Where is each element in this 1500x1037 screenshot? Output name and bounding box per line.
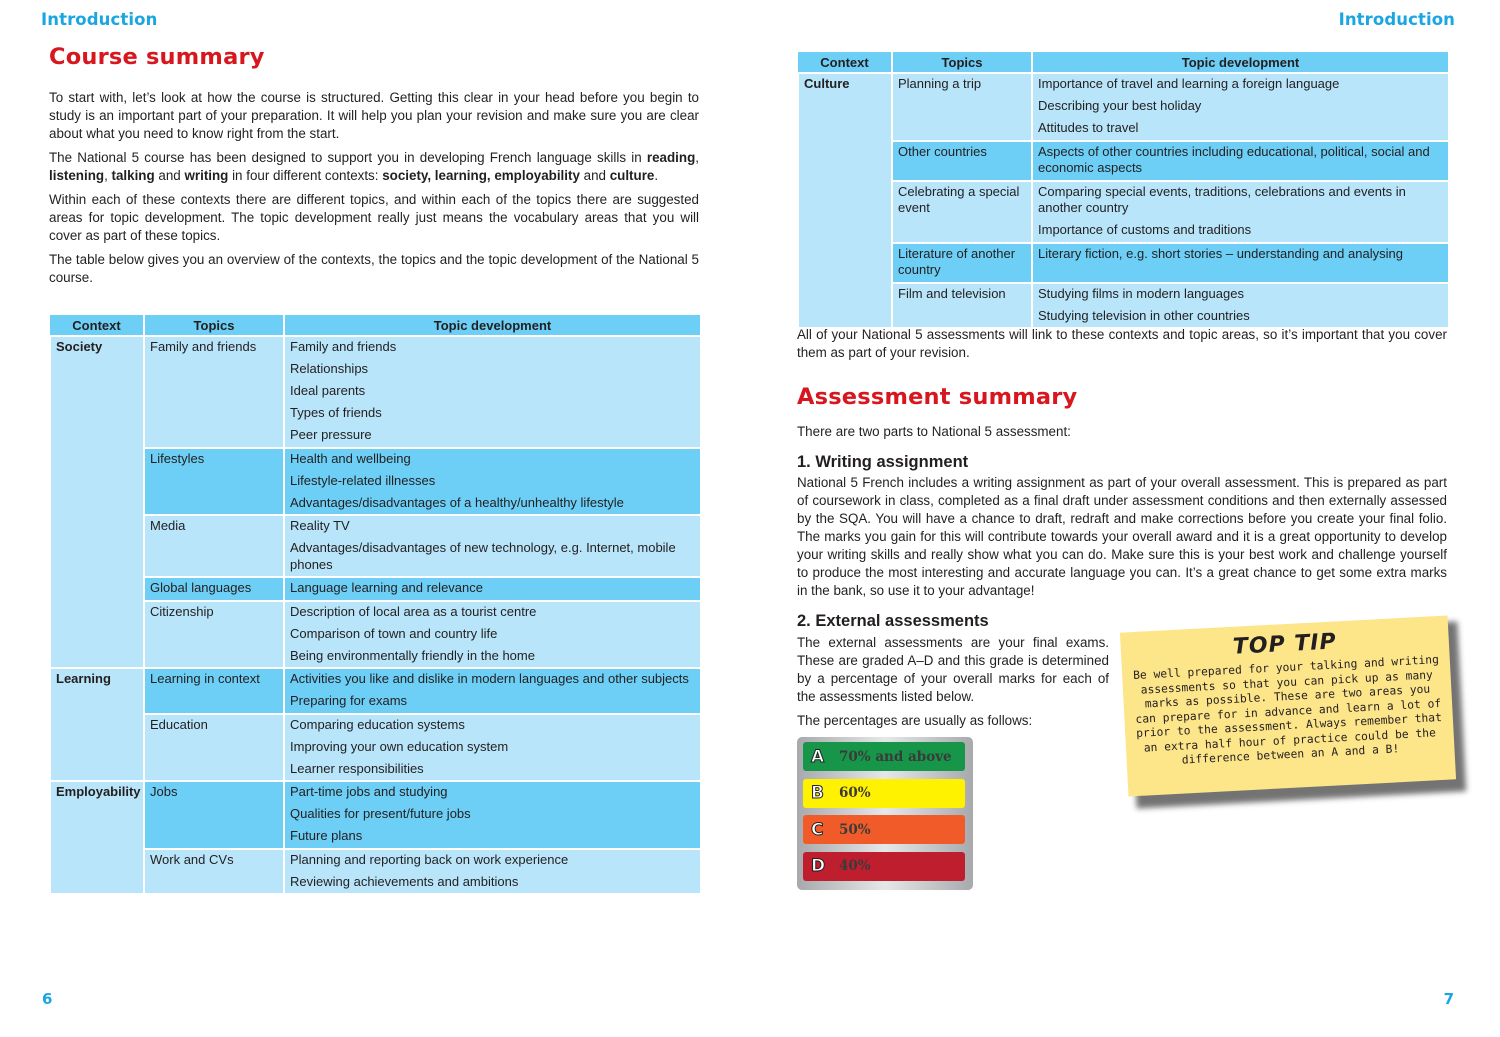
page-title: Course summary [49, 44, 265, 70]
context-cell: Learning [50, 668, 144, 781]
paragraph: To start with, let’s look at how the course is structured. Getting this clear in your head before you begin to study is an important part of your preparation. It will help you plan your revision and make sure you are clear about what you need to know right from the start. [49, 90, 699, 141]
grade-letter: B [811, 783, 824, 803]
development-cell: Activities you like and dislike in modern languages and other subjects Preparing for exams [284, 668, 701, 714]
column-header: Topics [892, 52, 1032, 73]
topic-cell: Citizenship [144, 601, 284, 669]
table-row [798, 243, 1449, 283]
development-cell: Language learning and relevance [284, 577, 701, 601]
topic-cell: Media [144, 515, 284, 577]
paragraph: Within each of these contexts there are different topics, and within each of the topics there are suggested areas for topic development. The topic development really just means the vocabulary areas that you will cover as part of these topics. [49, 192, 699, 243]
topic-cell: Learning in context [144, 668, 284, 714]
top-tip-note [1120, 616, 1456, 797]
table-row [798, 283, 1449, 329]
column-header: Topic development [1032, 52, 1449, 73]
column-header: Context [798, 52, 892, 73]
table-row [798, 181, 1449, 243]
development-cell: Studying films in modern languages Studying television in other countries [1032, 283, 1449, 329]
development-cell: Description of local area as a tourist centre Comparison of town and country life Being environmentally friendly in the home [284, 601, 701, 669]
topic-cell: Planning a trip [892, 73, 1032, 141]
table-row [50, 601, 701, 669]
grade-value: 40% [839, 858, 871, 874]
running-head: Introduction [1338, 10, 1455, 29]
grade-letter: C [811, 819, 824, 840]
table-row [50, 336, 701, 448]
development-cell: Literary fiction, e.g. short stories – understanding and analysing [1032, 243, 1449, 283]
writing-text: National 5 French includes a writing assignment as part of your overall assessment. This is prepared as part of coursework in class, completed as a final draft under assessment conditions and then externally assessed by the SQA. You will have a chance to draft, redraft and make corrections before you create your final folio. The marks you gain for this will contribute towards your overall award and it is a great opportunity to develop your writing skills and really show what you can do. Make sure this is your best work and challenge yourself to produce the most interesting and accurate language you can. It’s a great chance to get some extra marks in the bank, so use it to your advantage! [797, 475, 1447, 598]
table-row [50, 668, 701, 714]
topic-cell: Literature of another country [892, 243, 1032, 283]
topic-cell: Lifestyles [144, 448, 284, 516]
table-row [50, 577, 701, 601]
column-header: Context [50, 315, 144, 336]
culture-table [797, 52, 1450, 329]
development-cell: Health and wellbeing Lifestyle-related illnesses Advantages/disadvantages of a healthy/unhealthy lifestyle [284, 448, 701, 516]
development-cell: Family and friends Relationships Ideal parents Types of friends Peer pressure [284, 336, 701, 448]
development-cell: Importance of travel and learning a foreign language Describing your best holiday Attitudes to travel [1032, 73, 1449, 141]
course-table [49, 315, 702, 895]
running-head: Introduction [41, 10, 158, 29]
top-tip-text: Be well prepared for your talking and writing assessments so that you can pick up as many marks as possible. These are two areas you can prepare for in advance and learn a lot of prior to the assessment. Always remember that an extra half hour of practice could be the difference between an A and a B! [1132, 653, 1443, 767]
table-row [50, 515, 701, 577]
grade-b-row [803, 779, 965, 808]
development-cell: Comparing special events, traditions, celebrations and events in another country Importance of customs and traditions [1032, 181, 1449, 243]
context-cell: Employability [50, 781, 144, 894]
table-row [50, 849, 701, 895]
grade-c-row [803, 815, 965, 844]
topic-cell: Film and television [892, 283, 1032, 329]
development-cell: Aspects of other countries including educational, political, social and economic aspects [1032, 141, 1449, 181]
topic-cell: Celebrating a special event [892, 181, 1032, 243]
grade-letter: A [811, 746, 825, 767]
table-row [798, 141, 1449, 181]
development-cell: Planning and reporting back on work experience Reviewing achievements and ambitions [284, 849, 701, 895]
topic-cell: Other countries [892, 141, 1032, 181]
paragraph: The National 5 course has been designed to support you in developing French language skills in reading, listening, talking and writing in four different contexts: society, learning, employability and culture. [49, 150, 699, 183]
after-table-text: All of your National 5 assessments will link to these contexts and topic areas, so it’s important that you cover them as part of your revision. [797, 327, 1447, 360]
context-cell: Culture [798, 73, 892, 328]
table-row [798, 73, 1449, 141]
writing-heading: 1. Writing assignment [797, 453, 969, 471]
external-text: The external assessments are your final exams. These are graded A–D and this grade is determined by a percentage of your overall marks for each of the assessments listed below. The percentages are usually as follows: [797, 635, 1109, 728]
table-row [50, 714, 701, 782]
development-cell: Reality TV Advantages/disadvantages of new technology, e.g. Internet, mobile phones [284, 515, 701, 577]
topic-cell: Education [144, 714, 284, 782]
column-header: Topic development [284, 315, 701, 336]
external-heading: 2. External assessments [797, 612, 989, 630]
grade-value: 50% [839, 821, 871, 838]
grade-d-row [803, 852, 965, 881]
topic-cell: Jobs [144, 781, 284, 849]
table-row [50, 448, 701, 516]
topic-cell: Work and CVs [144, 849, 284, 895]
context-cell: Society [50, 336, 144, 668]
column-header: Topics [144, 315, 284, 336]
grade-a-row [803, 742, 965, 771]
topic-cell: Family and friends [144, 336, 284, 448]
development-cell: Part-time jobs and studying Qualities for present/future jobs Future plans [284, 781, 701, 849]
grade-boundaries [797, 737, 973, 890]
page-number: 7 [1443, 990, 1454, 1008]
page-number: 6 [42, 990, 53, 1008]
table-row [50, 781, 701, 849]
top-tip-title: TOP TIP [1232, 629, 1338, 660]
paragraph: The table below gives you an overview of the contexts, the topics and the topic development of the National 5 course. [49, 252, 699, 285]
assessment-title: Assessment summary [797, 384, 1078, 410]
grade-value: 60% [839, 785, 871, 801]
intro-text [49, 89, 699, 293]
grade-letter: D [811, 856, 826, 876]
topic-cell: Global languages [144, 577, 284, 601]
development-cell: Comparing education systems Improving your own education system Learner responsibilities [284, 714, 701, 782]
assessment-intro: There are two parts to National 5 assessment: [797, 424, 1071, 439]
grade-value: 70% and above [839, 748, 952, 765]
